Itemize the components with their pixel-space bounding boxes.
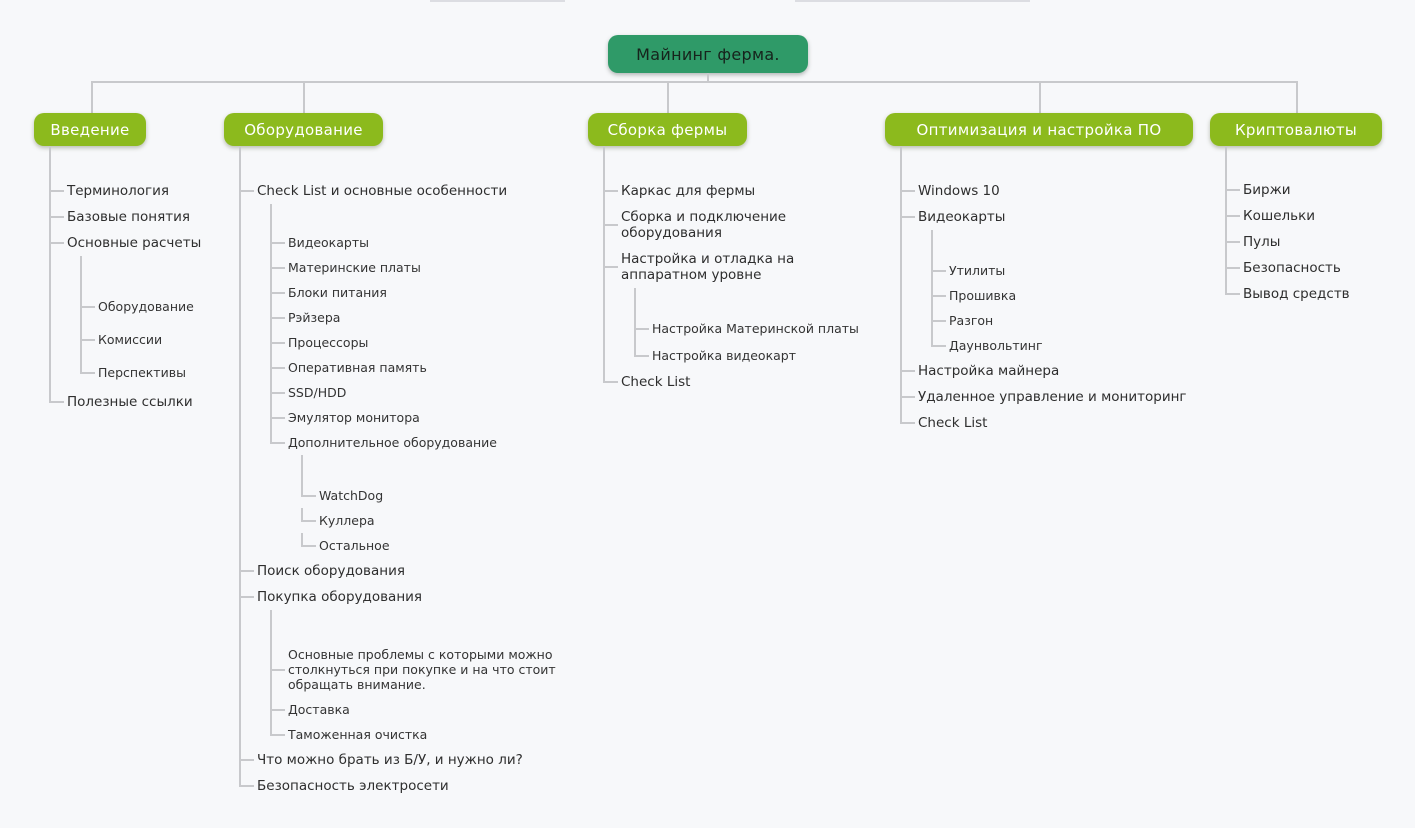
tree-item <box>239 178 578 558</box>
branch-node-label: Криптовалюты <box>1234 120 1358 139</box>
tree-item <box>80 290 201 323</box>
tree-item <box>1225 255 1382 281</box>
tree-item <box>49 204 201 230</box>
connector-stub <box>667 81 669 113</box>
tree-item-label[interactable]: Материнские платы <box>288 255 578 280</box>
tree-children <box>634 288 859 369</box>
tree-item-label[interactable]: SSD/HDD <box>288 380 578 405</box>
tree-item-label[interactable]: WatchDog <box>319 483 578 508</box>
tree-item-label[interactable]: Каркас для фермы <box>621 178 846 204</box>
tree-item-label[interactable]: Видеокарты <box>288 230 578 255</box>
branch-column <box>34 113 201 415</box>
tree-item <box>270 697 578 722</box>
branch-node-2[interactable] <box>224 113 383 146</box>
branch-node-4[interactable] <box>885 113 1193 146</box>
branch-node-label: Введение <box>50 120 130 139</box>
branch-column <box>885 113 1193 436</box>
tree-item <box>270 255 578 280</box>
connector-root-stub <box>707 73 709 83</box>
tree-item <box>270 642 578 697</box>
tree-item-label[interactable]: Вывод средств <box>1243 281 1382 307</box>
tree-item-label[interactable]: Полезные ссылки <box>67 389 201 415</box>
branch-node-label: Сборка фермы <box>607 120 728 139</box>
mindmap-root-node[interactable] <box>608 35 808 73</box>
tree-item-label[interactable]: Пулы <box>1243 229 1382 255</box>
tree-item <box>634 315 859 342</box>
tree-item <box>900 410 1193 436</box>
tree-item <box>80 356 201 389</box>
tree-item-label[interactable]: Куллера <box>319 508 578 533</box>
connector-trunk <box>91 81 1296 83</box>
branch-column <box>224 113 578 799</box>
tree-item-label[interactable]: Прошивка <box>949 283 1193 308</box>
tree-item <box>270 230 578 255</box>
tree-children <box>270 204 578 558</box>
tree-item-label[interactable]: Безопасность электросети <box>257 773 567 799</box>
tree-item <box>301 483 578 508</box>
tree-item <box>239 747 578 773</box>
top-edge-artifact <box>430 0 565 2</box>
tree-item-label[interactable]: Разгон <box>949 308 1193 333</box>
connector-stub <box>1296 81 1298 113</box>
tree-item <box>603 246 859 369</box>
tree-item-label[interactable]: Сборка и подключение оборудования <box>621 204 846 246</box>
tree-item <box>49 178 201 204</box>
tree-item-label[interactable]: Check List и основные особенности <box>257 178 567 204</box>
tree-item <box>239 773 578 799</box>
tree-item-label[interactable]: Перспективы <box>98 356 201 389</box>
tree-item-label[interactable]: Эмулятор монитора <box>288 405 578 430</box>
tree-item <box>1225 229 1382 255</box>
tree-children <box>931 230 1193 358</box>
tree-item <box>270 305 578 330</box>
tree-item <box>270 430 578 558</box>
tree-children <box>49 146 201 415</box>
tree-item <box>270 380 578 405</box>
tree-item <box>931 258 1193 283</box>
tree-item <box>239 558 578 584</box>
tree-children <box>239 146 578 799</box>
connector-stub <box>303 81 305 113</box>
tree-item <box>270 355 578 380</box>
tree-item <box>301 508 578 533</box>
tree-item-label[interactable]: Настройка Материнской платы <box>652 315 859 342</box>
tree-item <box>603 178 859 204</box>
tree-item <box>1225 177 1382 203</box>
tree-item-label[interactable]: Остальное <box>319 533 578 558</box>
tree-item <box>603 204 859 246</box>
tree-item <box>603 369 859 395</box>
tree-children <box>603 146 859 395</box>
tree-item-label[interactable]: Настройка майнера <box>918 358 1193 384</box>
tree-children <box>1225 146 1382 307</box>
tree-item-label[interactable]: Безопасность <box>1243 255 1382 281</box>
tree-item-label[interactable]: Покупка оборудования <box>257 584 567 610</box>
tree-item-label[interactable]: Блоки питания <box>288 280 578 305</box>
top-edge-artifact <box>795 0 1030 2</box>
tree-item <box>239 584 578 747</box>
tree-item-label[interactable]: Даунвольтинг <box>949 333 1193 358</box>
tree-item-label[interactable]: Основные расчеты <box>67 230 201 256</box>
tree-item-label[interactable]: Настройка и отладка на аппаратном уровне <box>621 246 846 288</box>
tree-item <box>270 330 578 355</box>
branch-node-label: Оптимизация и настройка ПО <box>916 120 1162 139</box>
tree-item <box>900 384 1193 410</box>
tree-item <box>270 722 578 747</box>
tree-item-label[interactable]: Основные проблемы с которыми можно столкнуться при покупке и на что стоит обращать внимание. <box>288 642 578 697</box>
tree-item-label[interactable]: Базовые понятия <box>67 204 201 230</box>
branch-node-1[interactable] <box>34 113 146 146</box>
tree-item-label[interactable]: Видеокарты <box>918 204 1193 230</box>
tree-children <box>80 256 201 389</box>
connector-stub <box>1039 81 1041 113</box>
tree-item <box>931 283 1193 308</box>
tree-children <box>900 146 1193 436</box>
tree-item-label[interactable]: Поиск оборудования <box>257 558 567 584</box>
tree-item-label[interactable]: Что можно брать из Б/У, и нужно ли? <box>257 747 567 773</box>
tree-item <box>270 280 578 305</box>
tree-item-label[interactable]: Дополнительное оборудование <box>288 430 578 455</box>
tree-item-label[interactable]: Check List <box>621 369 846 395</box>
tree-item <box>900 204 1193 358</box>
branch-node-label: Оборудование <box>244 120 363 139</box>
tree-item-label[interactable]: Утилиты <box>949 258 1193 283</box>
tree-children <box>301 455 578 558</box>
tree-item-label[interactable]: Таможенная очистка <box>288 722 578 747</box>
tree-item <box>301 533 578 558</box>
tree-item <box>931 308 1193 333</box>
branch-column <box>1210 113 1382 307</box>
tree-item-label[interactable]: Check List <box>918 410 1193 436</box>
mindmap-root-label: Майнинг ферма. <box>636 44 780 64</box>
branch-node-5[interactable] <box>1210 113 1382 146</box>
tree-item-label[interactable]: Биржи <box>1243 177 1382 203</box>
tree-item-label[interactable]: Рэйзера <box>288 305 578 330</box>
tree-item-label[interactable]: Оперативная память <box>288 355 578 380</box>
tree-item-label[interactable]: Процессоры <box>288 330 578 355</box>
tree-item <box>931 333 1193 358</box>
tree-item <box>634 342 859 369</box>
branch-column <box>588 113 859 395</box>
branch-node-3[interactable] <box>588 113 747 146</box>
tree-item <box>49 389 201 415</box>
tree-item-label[interactable]: Удаленное управление и мониторинг <box>918 384 1193 410</box>
tree-item-label[interactable]: Комиссии <box>98 323 201 356</box>
connector-stub <box>91 81 93 113</box>
tree-children <box>270 610 578 747</box>
tree-item <box>49 230 201 389</box>
tree-item <box>80 323 201 356</box>
tree-item-label[interactable]: Терминология <box>67 178 201 204</box>
tree-item <box>900 358 1193 384</box>
tree-item <box>1225 203 1382 229</box>
tree-item-label[interactable]: Оборудование <box>98 290 201 323</box>
tree-item <box>270 405 578 430</box>
tree-item <box>1225 281 1382 307</box>
tree-item-label[interactable]: Windows 10 <box>918 178 1193 204</box>
tree-item-label[interactable]: Доставка <box>288 697 578 722</box>
tree-item <box>900 178 1193 204</box>
tree-item-label[interactable]: Кошельки <box>1243 203 1382 229</box>
tree-item-label[interactable]: Настройка видеокарт <box>652 342 859 369</box>
